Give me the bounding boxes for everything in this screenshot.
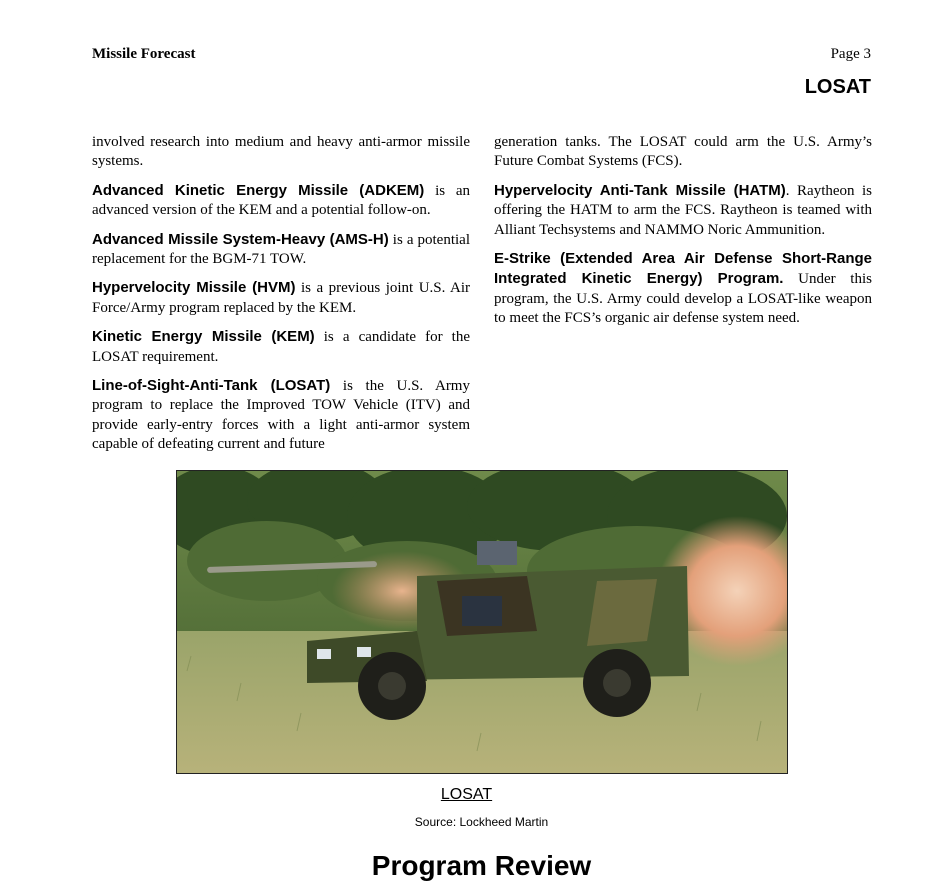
header-page-number: Page 3 xyxy=(830,46,871,62)
entry-ams-h xyxy=(92,230,470,270)
left-column xyxy=(92,133,470,464)
entry-term: Advanced Missile System-Heavy (AMS-H) xyxy=(92,230,389,248)
entry-term: Hypervelocity Anti-Tank Missile (HATM) xyxy=(494,181,786,199)
entry-e-strike xyxy=(494,249,872,329)
entry-adkem xyxy=(92,181,470,221)
entry-text: is the U.S. Army program to replace the Improved TOW Vehicle (ITV) and provide early-entry forces with a light anti-armor system capable of defeating current and future xyxy=(92,378,470,453)
header-publication-title: Missile Forecast xyxy=(92,46,196,62)
entry-text: is a potential replacement for the BGM-71 TOW. xyxy=(92,231,470,268)
right-intro-paragraph: generation tanks. The LOSAT could arm the U.S. Army’s Future Combat Systems (FCS). xyxy=(494,134,872,170)
entry-text: is a candidate for the LOSAT requirement. xyxy=(92,329,470,365)
left-intro-paragraph: involved research into medium and heavy anti-armor missile systems. xyxy=(92,134,470,170)
entry-term: Line-of-Sight-Anti-Tank (LOSAT) xyxy=(92,377,331,395)
entry-term: Hypervelocity Missile (HVM) xyxy=(92,279,296,297)
entry-text: is an advanced version of the KEM and a potential follow-on. xyxy=(92,182,470,219)
right-column xyxy=(494,133,872,338)
entry-term: Kinetic Energy Missile (KEM) xyxy=(92,328,315,346)
figure-source: Source: Lockheed Martin xyxy=(414,815,549,829)
entry-term: Advanced Kinetic Energy Missile (ADKEM) xyxy=(92,181,425,199)
losat-vehicle-photo xyxy=(176,470,788,774)
entry-text: is a previous joint U.S. Air Force/Army program replaced by the KEM. xyxy=(92,280,471,316)
footer-title: Program Review xyxy=(371,850,592,881)
entry-text: Under this program, the U.S. Army could develop a LOSAT-like weapon to meet the FCS’s organic air defense system need. xyxy=(494,271,872,327)
entry-losat xyxy=(92,376,470,455)
entry-kem xyxy=(92,327,470,367)
vehicle-illustration xyxy=(177,471,787,773)
entry-hvm xyxy=(92,278,470,318)
figure-caption: LOSAT xyxy=(440,786,493,803)
entry-hatm xyxy=(494,181,872,240)
entry-term: E-Strike (Extended Area Air Defense Short-Range Integrated Kinetic Energy) Program. xyxy=(494,250,872,288)
entry-text: . Raytheon is offering the HATM to arm the FCS. Raytheon is teamed with Alliant Techsystems and NAMMO Noric Ammunition. xyxy=(494,182,872,238)
section-title: LOSAT xyxy=(804,76,871,98)
